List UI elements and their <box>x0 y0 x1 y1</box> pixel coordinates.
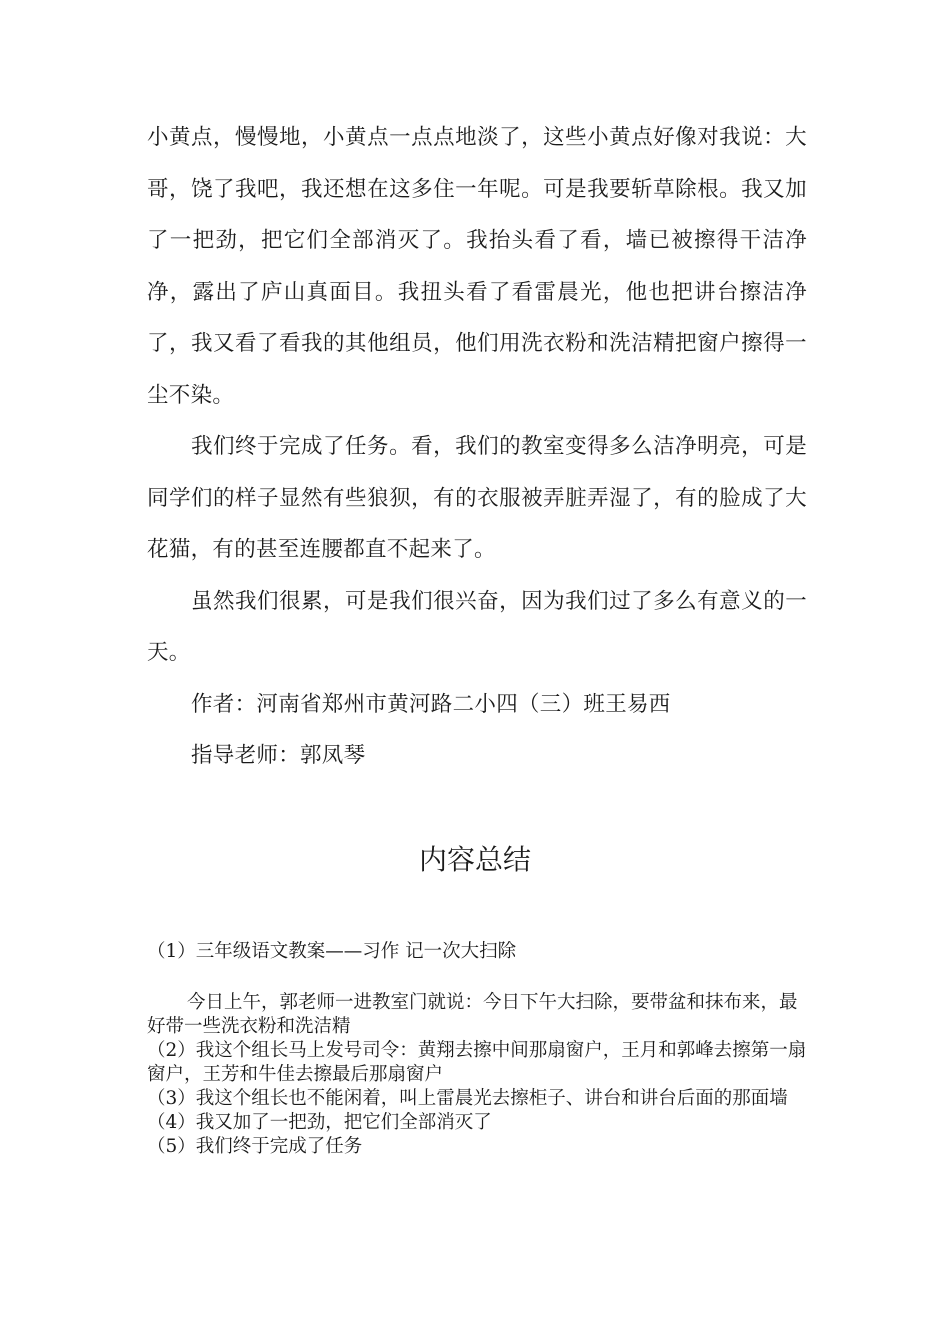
article-paragraph-2: 我们终于完成了任务。看，我们的教室变得多么洁净明亮，可是同学们的样子显然有些狼狈，有的衣服被弄脏弄湿了，有的脸成了大花猫，有的甚至连腰都直不起来了。 <box>147 434 807 562</box>
article-paragraph-3: 虽然我们很累，可是我们很兴奋，因为我们过了多么有意义的一天。 <box>147 588 807 665</box>
summary-item: （2）我这个组长马上发号司令：黄翔去擦中间那扇窗户，王月和郭峰去擦第一扇窗户，王芳和牛佳去擦最后那扇窗户 <box>147 1040 807 1085</box>
article-body <box>147 112 807 782</box>
article-paragraph-1: 小黄点，慢慢地，小黄点一点点地淡了，这些小黄点好像对我说：大哥，饶了我吧，我还想在这多住一年呢。可是我要斩草除根。我又加了一把劲，把它们全部消灭了。我抬头看了看，墙已被擦得干洁净净，露出了庐山真面目。我扭头看了看雷晨光，他也把讲台擦洁净了，我又看了看我的其他组员，他们用洗衣粉和洗洁精把窗户擦得一尘不染。 <box>147 125 807 408</box>
teacher-line: 指导老师：郭凤琴 <box>191 743 366 768</box>
summary-item: （4）我又加了一把劲，把它们全部消灭了 <box>147 1112 492 1133</box>
summary-heading: （1）三年级语文教案——习作 记一次大扫除 <box>147 941 517 962</box>
summary-title: 内容总结 <box>418 843 531 876</box>
summary-intro: 今日上午，郭老师一进教室门就说：今日下午大扫除，要带盆和抹布来，最好带一些洗衣粉和洗洁精 <box>147 992 798 1037</box>
summary-item: （5）我们终于完成了任务 <box>147 1136 363 1157</box>
summary-section <box>147 940 807 1159</box>
author-line: 作者：河南省郑州市黄河路二小四（三）班王易西 <box>191 691 671 717</box>
summary-item: （3）我这个组长也不能闲着，叫上雷晨光去擦柜子、讲台和讲台后面的那面墙 <box>147 1088 788 1109</box>
